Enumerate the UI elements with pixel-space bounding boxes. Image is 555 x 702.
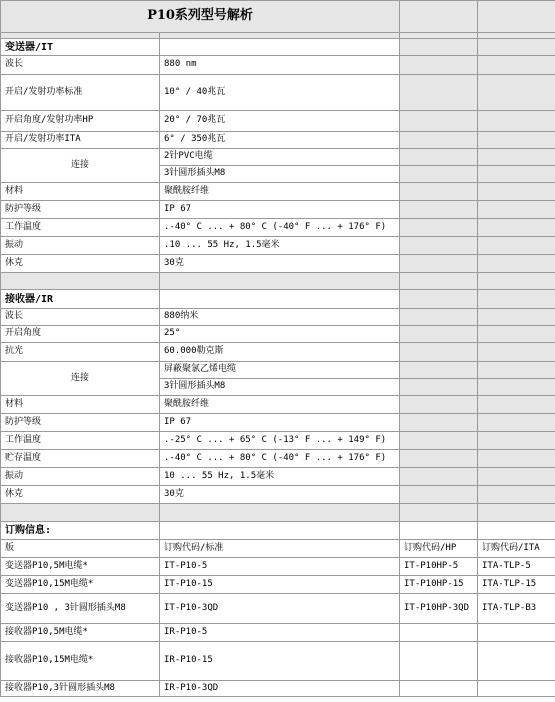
page-title[interactable]: P10系列型号解析 (1, 1, 400, 33)
empty-cell[interactable] (478, 237, 555, 255)
spec-label[interactable]: 工作温度 (1, 219, 160, 237)
order-code-ita[interactable]: ITA-TLP-5 (478, 558, 555, 576)
order-code-hp[interactable] (400, 642, 478, 681)
product-label[interactable]: 变送器P10,15M电缆* (1, 576, 160, 594)
empty-cell[interactable] (478, 362, 555, 379)
empty-cell[interactable] (160, 504, 400, 522)
order-code-std[interactable]: IT-P10-15 (160, 576, 400, 594)
empty-cell[interactable] (478, 450, 555, 468)
spec-value[interactable]: .-25° C ... + 65° C (-13° F ... + 149° F) (160, 432, 400, 450)
receiver-header-row (1, 290, 555, 309)
spec-row (1, 201, 555, 219)
table-row (1, 594, 555, 624)
empty-cell[interactable] (478, 39, 555, 56)
spec-label[interactable]: 开启角度 (1, 326, 160, 343)
spec-value[interactable]: 10° / 40兆瓦 (160, 75, 400, 111)
spec-label[interactable]: 防护等级 (1, 414, 160, 432)
table-row (1, 642, 555, 681)
spec-value[interactable]: 聚酰胺纤维 (160, 396, 400, 414)
spec-value[interactable]: IP 67 (160, 201, 400, 219)
empty-cell[interactable] (478, 56, 555, 75)
empty-cell[interactable] (478, 379, 555, 396)
empty-cell[interactable] (400, 450, 478, 468)
empty-cell[interactable] (400, 1, 478, 33)
empty-cell[interactable] (400, 379, 478, 396)
order-code-hp[interactable]: IT-P10HP-5 (400, 558, 478, 576)
column-header[interactable]: 订购代码/HP (400, 540, 478, 558)
spec-row (1, 432, 555, 450)
empty-cell[interactable] (478, 149, 555, 166)
spec-label[interactable]: 抗光 (1, 343, 160, 362)
spec-label[interactable]: 波长 (1, 309, 160, 326)
empty-cell[interactable] (478, 396, 555, 414)
spec-value[interactable]: .-40° C ... + 80° C (-40° F ... + 176° F) (160, 219, 400, 237)
spec-row (1, 450, 555, 468)
spec-value[interactable]: 3针圆形插头M8 (160, 166, 400, 183)
spec-row (1, 75, 555, 111)
spec-row (1, 362, 555, 379)
order-code-ita[interactable] (478, 642, 555, 681)
spec-value[interactable]: 2针PVC电缆 (160, 149, 400, 166)
empty-cell[interactable] (400, 468, 478, 486)
spec-row (1, 486, 555, 504)
spec-row (1, 111, 555, 132)
order-code-hp[interactable] (400, 681, 478, 697)
empty-cell[interactable] (400, 362, 478, 379)
empty-cell[interactable] (400, 309, 478, 326)
receiver-header[interactable]: 接收器/IR (1, 290, 160, 309)
order-code-ita[interactable]: ITA-TLP-B3 (478, 594, 555, 624)
empty-cell[interactable] (400, 39, 478, 56)
empty-cell[interactable] (478, 343, 555, 362)
order-code-hp[interactable] (400, 624, 478, 642)
ordering-header-row (1, 522, 555, 540)
spec-label[interactable]: 开启角度/发射功率HP (1, 111, 160, 132)
transmitter-header[interactable]: 变送器/IT (1, 39, 160, 56)
spec-label[interactable]: 开启/发射功率ITA (1, 132, 160, 149)
empty-cell[interactable] (478, 468, 555, 486)
spec-value[interactable]: 30克 (160, 255, 400, 273)
order-code-ita[interactable] (478, 681, 555, 697)
order-code-ita[interactable] (478, 624, 555, 642)
empty-cell[interactable] (478, 75, 555, 111)
empty-cell[interactable] (478, 326, 555, 343)
table-row (1, 576, 555, 594)
empty-cell[interactable] (400, 432, 478, 450)
spec-row (1, 132, 555, 149)
product-label[interactable]: 接收器P10,15M电缆* (1, 642, 160, 681)
spec-value[interactable]: 25° (160, 326, 400, 343)
empty-cell[interactable] (478, 132, 555, 149)
ordering-columns-row (1, 540, 555, 558)
empty-cell[interactable] (478, 166, 555, 183)
empty-cell[interactable] (478, 111, 555, 132)
empty-cell[interactable] (478, 504, 555, 522)
empty-cell[interactable] (160, 522, 400, 540)
order-code-std[interactable]: IR-P10-15 (160, 642, 400, 681)
empty-cell[interactable] (1, 273, 160, 290)
spec-value[interactable]: 20° / 70兆瓦 (160, 111, 400, 132)
product-label[interactable]: 接收器P10,5M电缆* (1, 624, 160, 642)
empty-cell[interactable] (400, 237, 478, 255)
spec-label[interactable]: 工作温度 (1, 432, 160, 450)
order-code-std[interactable]: IT-P10-3QD (160, 594, 400, 624)
spec-row (1, 326, 555, 343)
empty-cell[interactable] (478, 201, 555, 219)
empty-cell[interactable] (400, 111, 478, 132)
spec-row (1, 56, 555, 75)
spec-label[interactable]: 贮存温度 (1, 450, 160, 468)
empty-cell[interactable] (400, 149, 478, 166)
empty-cell[interactable] (400, 255, 478, 273)
order-code-hp[interactable]: IT-P10HP-3QD (400, 594, 478, 624)
spec-value[interactable]: 10 ... 55 Hz, 1.5毫米 (160, 468, 400, 486)
spec-label[interactable]: 振动 (1, 468, 160, 486)
empty-cell[interactable] (478, 432, 555, 450)
spec-row (1, 255, 555, 273)
spec-label[interactable]: 休克 (1, 255, 160, 273)
spec-row (1, 468, 555, 486)
empty-cell[interactable] (400, 273, 478, 290)
empty-cell[interactable] (478, 309, 555, 326)
empty-cell[interactable] (400, 290, 478, 309)
title-row (1, 1, 555, 33)
empty-cell[interactable] (400, 414, 478, 432)
empty-cell[interactable] (400, 522, 478, 540)
table-row (1, 624, 555, 642)
spec-label[interactable]: 防护等级 (1, 201, 160, 219)
connection-label[interactable]: 连接 (1, 149, 160, 183)
empty-cell[interactable] (1, 504, 160, 522)
spec-value[interactable]: .10 ... 55 Hz, 1.5毫米 (160, 237, 400, 255)
spec-row (1, 414, 555, 432)
empty-cell[interactable] (400, 486, 478, 504)
transmitter-header-row (1, 39, 555, 56)
empty-cell[interactable] (478, 273, 555, 290)
product-label[interactable]: 变送器P10 , 3针圆形插头M8 (1, 594, 160, 624)
spec-label[interactable]: 波长 (1, 56, 160, 75)
spec-label[interactable]: 振动 (1, 237, 160, 255)
spacer-row (1, 273, 555, 290)
empty-cell[interactable] (400, 201, 478, 219)
spec-row (1, 183, 555, 201)
spec-value[interactable]: 聚酰胺纤维 (160, 183, 400, 201)
spec-value[interactable]: 30克 (160, 486, 400, 504)
table-row (1, 681, 555, 697)
empty-cell[interactable] (400, 132, 478, 149)
spec-row (1, 149, 555, 166)
ordering-header[interactable]: 订购信息: (1, 522, 160, 540)
empty-cell[interactable] (160, 273, 400, 290)
empty-cell[interactable] (400, 166, 478, 183)
spec-label[interactable]: 开启/发射功率标准 (1, 75, 160, 111)
spec-row (1, 343, 555, 362)
empty-cell[interactable] (478, 183, 555, 201)
spec-value[interactable]: 6° / 350兆瓦 (160, 132, 400, 149)
empty-cell[interactable] (478, 522, 555, 540)
spec-value[interactable]: .-40° C ... + 80° C (-40° F ... + 176° F) (160, 450, 400, 468)
empty-cell[interactable] (400, 343, 478, 362)
empty-cell[interactable] (478, 290, 555, 309)
spec-value[interactable]: 60.000勒克斯 (160, 343, 400, 362)
column-header[interactable]: 版 (1, 540, 160, 558)
spec-value[interactable]: 880 nm (160, 56, 400, 75)
spec-value[interactable]: IP 67 (160, 414, 400, 432)
empty-cell[interactable] (400, 504, 478, 522)
empty-cell[interactable] (400, 326, 478, 343)
order-code-std[interactable]: IT-P10-5 (160, 558, 400, 576)
spec-value[interactable]: 屏蔽聚氯乙烯电缆 (160, 362, 400, 379)
order-code-std[interactable]: IR-P10-3QD (160, 681, 400, 697)
column-header[interactable]: 订购代码/标准 (160, 540, 400, 558)
table-row (1, 558, 555, 576)
spec-row (1, 396, 555, 414)
order-code-hp[interactable]: IT-P10HP-15 (400, 576, 478, 594)
product-label[interactable]: 接收器P10,3针圆形插头M8 (1, 681, 160, 697)
empty-cell[interactable] (400, 56, 478, 75)
spec-value[interactable]: 3针圆形插头M8 (160, 379, 400, 396)
empty-cell[interactable] (478, 486, 555, 504)
empty-cell[interactable] (400, 75, 478, 111)
empty-cell[interactable] (160, 39, 400, 56)
spec-label[interactable]: 材料 (1, 396, 160, 414)
empty-cell[interactable] (400, 219, 478, 237)
empty-cell[interactable] (478, 255, 555, 273)
empty-cell[interactable] (478, 1, 555, 33)
spec-row (1, 219, 555, 237)
spec-row (1, 309, 555, 326)
spacer-row (1, 504, 555, 522)
empty-cell[interactable] (478, 219, 555, 237)
product-label[interactable]: 变送器P10,5M电缆* (1, 558, 160, 576)
empty-cell[interactable] (478, 414, 555, 432)
empty-cell[interactable] (160, 290, 400, 309)
order-code-ita[interactable]: ITA-TLP-15 (478, 576, 555, 594)
empty-cell[interactable] (400, 183, 478, 201)
spec-row (1, 237, 555, 255)
connection-label[interactable]: 连接 (1, 362, 160, 396)
column-header[interactable]: 订购代码/ITA (478, 540, 555, 558)
spec-label[interactable]: 材料 (1, 183, 160, 201)
spec-label[interactable]: 休克 (1, 486, 160, 504)
order-code-std[interactable]: IR-P10-5 (160, 624, 400, 642)
empty-cell[interactable] (400, 396, 478, 414)
spec-value[interactable]: 880纳米 (160, 309, 400, 326)
